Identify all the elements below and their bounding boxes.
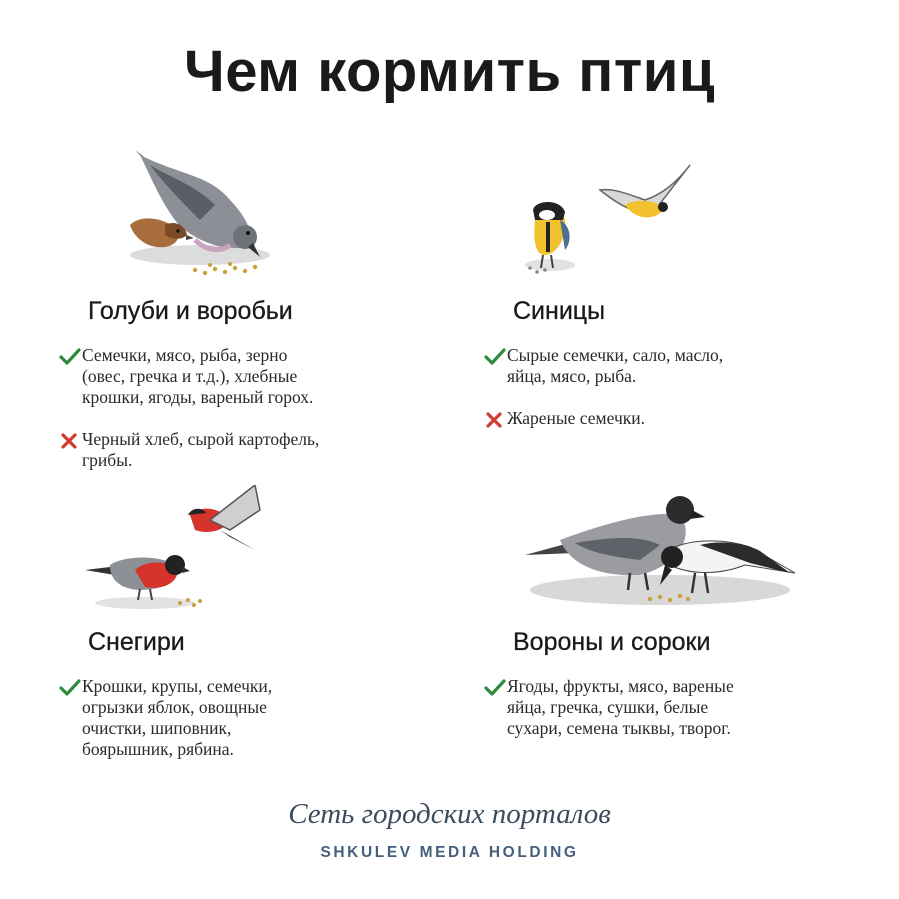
bullfinches-illustration <box>80 485 270 620</box>
pigeon-sparrow-illustration <box>120 145 280 280</box>
cross-icon <box>483 410 507 430</box>
section-title-tits: Синицы <box>513 297 606 325</box>
footer-holding-name: SHKULEV MEDIA HOLDING <box>320 844 579 861</box>
tits-illustration <box>515 160 695 280</box>
allowed-food-text: Сырые семечки, сало, масло, яйца, мясо, рыба. <box>507 345 724 386</box>
allowed-food-pigeons <box>58 345 313 408</box>
footer-portal-network: Сеть городских порталов <box>288 798 611 830</box>
allowed-food-crows <box>483 676 734 739</box>
section-title-bullfinches: Снегири <box>88 628 185 656</box>
forbidden-food-text: Черный хлеб, сырой картофель, грибы. <box>82 429 320 470</box>
allowed-food-text: Крошки, крупы, семечки, огрызки яблок, овощные очистки, шиповник, боярышник, рябина. <box>82 676 273 759</box>
check-icon <box>58 347 82 367</box>
page-title: Чем кормить птиц <box>183 39 716 104</box>
section-title-crows-magpies: Вороны и сороки <box>513 628 711 656</box>
allowed-food-text: Семечки, мясо, рыба, зерно (овес, гречка и т.д.), хлебные крошки, ягоды, вареный горох. <box>82 345 314 407</box>
allowed-food-bullfinches <box>58 676 272 760</box>
forbidden-food-tits <box>483 408 645 430</box>
check-icon <box>58 678 82 698</box>
cross-icon <box>58 431 82 451</box>
check-icon <box>483 347 507 367</box>
allowed-food-text: Ягоды, фрукты, мясо, вареные яйца, гречка, сушки, белые сухари, семена тыквы, творог. <box>507 676 734 738</box>
crows-magpies-illustration <box>520 485 800 610</box>
check-icon <box>483 678 507 698</box>
forbidden-food-text: Жареные семечки. <box>507 408 645 428</box>
section-title-pigeons-sparrows: Голуби и воробьи <box>88 297 293 325</box>
allowed-food-tits <box>483 345 723 387</box>
forbidden-food-pigeons <box>58 429 319 471</box>
